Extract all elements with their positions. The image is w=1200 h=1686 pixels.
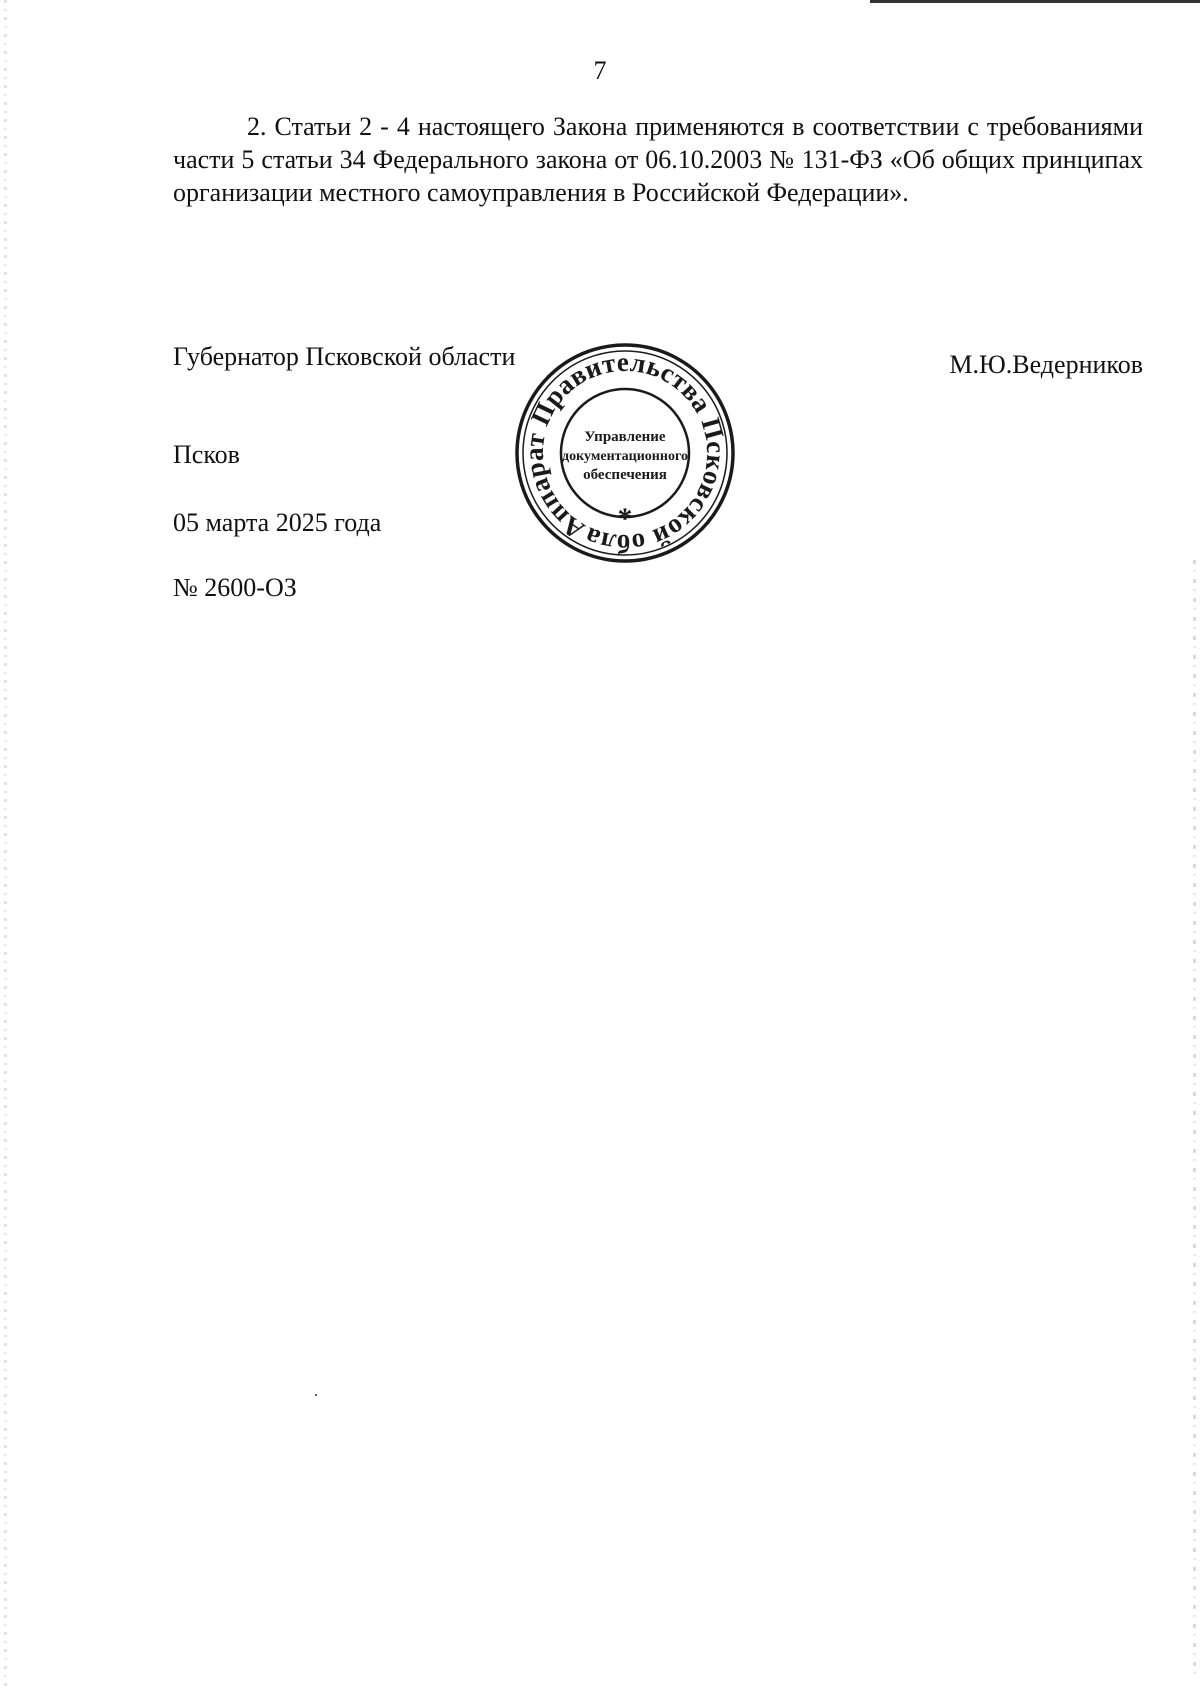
scan-top-rule — [870, 0, 1200, 3]
signing-date: 05 марта 2025 года — [173, 508, 382, 537]
place-of-signing: Псков — [173, 440, 240, 469]
seal-star: * — [617, 502, 633, 535]
scan-edge-right — [1193, 560, 1196, 1680]
signatory-name: М.Ю.Ведерников — [949, 350, 1143, 379]
scan-speck — [315, 1394, 317, 1396]
law-number: № 2600-ОЗ — [173, 573, 297, 602]
seal-inner-line-1: Управление — [584, 429, 666, 445]
seal-inner-line-2: документационного — [562, 449, 688, 464]
seal-inner-line-3: обеспечения — [583, 467, 667, 483]
seal-outer-text: Аппарат Правительства Псковской области — [518, 346, 732, 560]
scan-edge-left — [4, 0, 7, 1686]
official-seal-stamp — [510, 338, 740, 568]
signatory-position: Губернатор Псковской области — [173, 342, 516, 371]
clause-paragraph: 2. Статьи 2 - 4 настоящего Закона применяются в соответствии с требованиями части 5 статьи 34 Федерального закона от 06.10.2003 № 131-ФЗ «Об общих принципах организации местного самоуправления в Российской Федерации». — [173, 112, 1143, 207]
page-number: 7 — [593, 56, 607, 85]
